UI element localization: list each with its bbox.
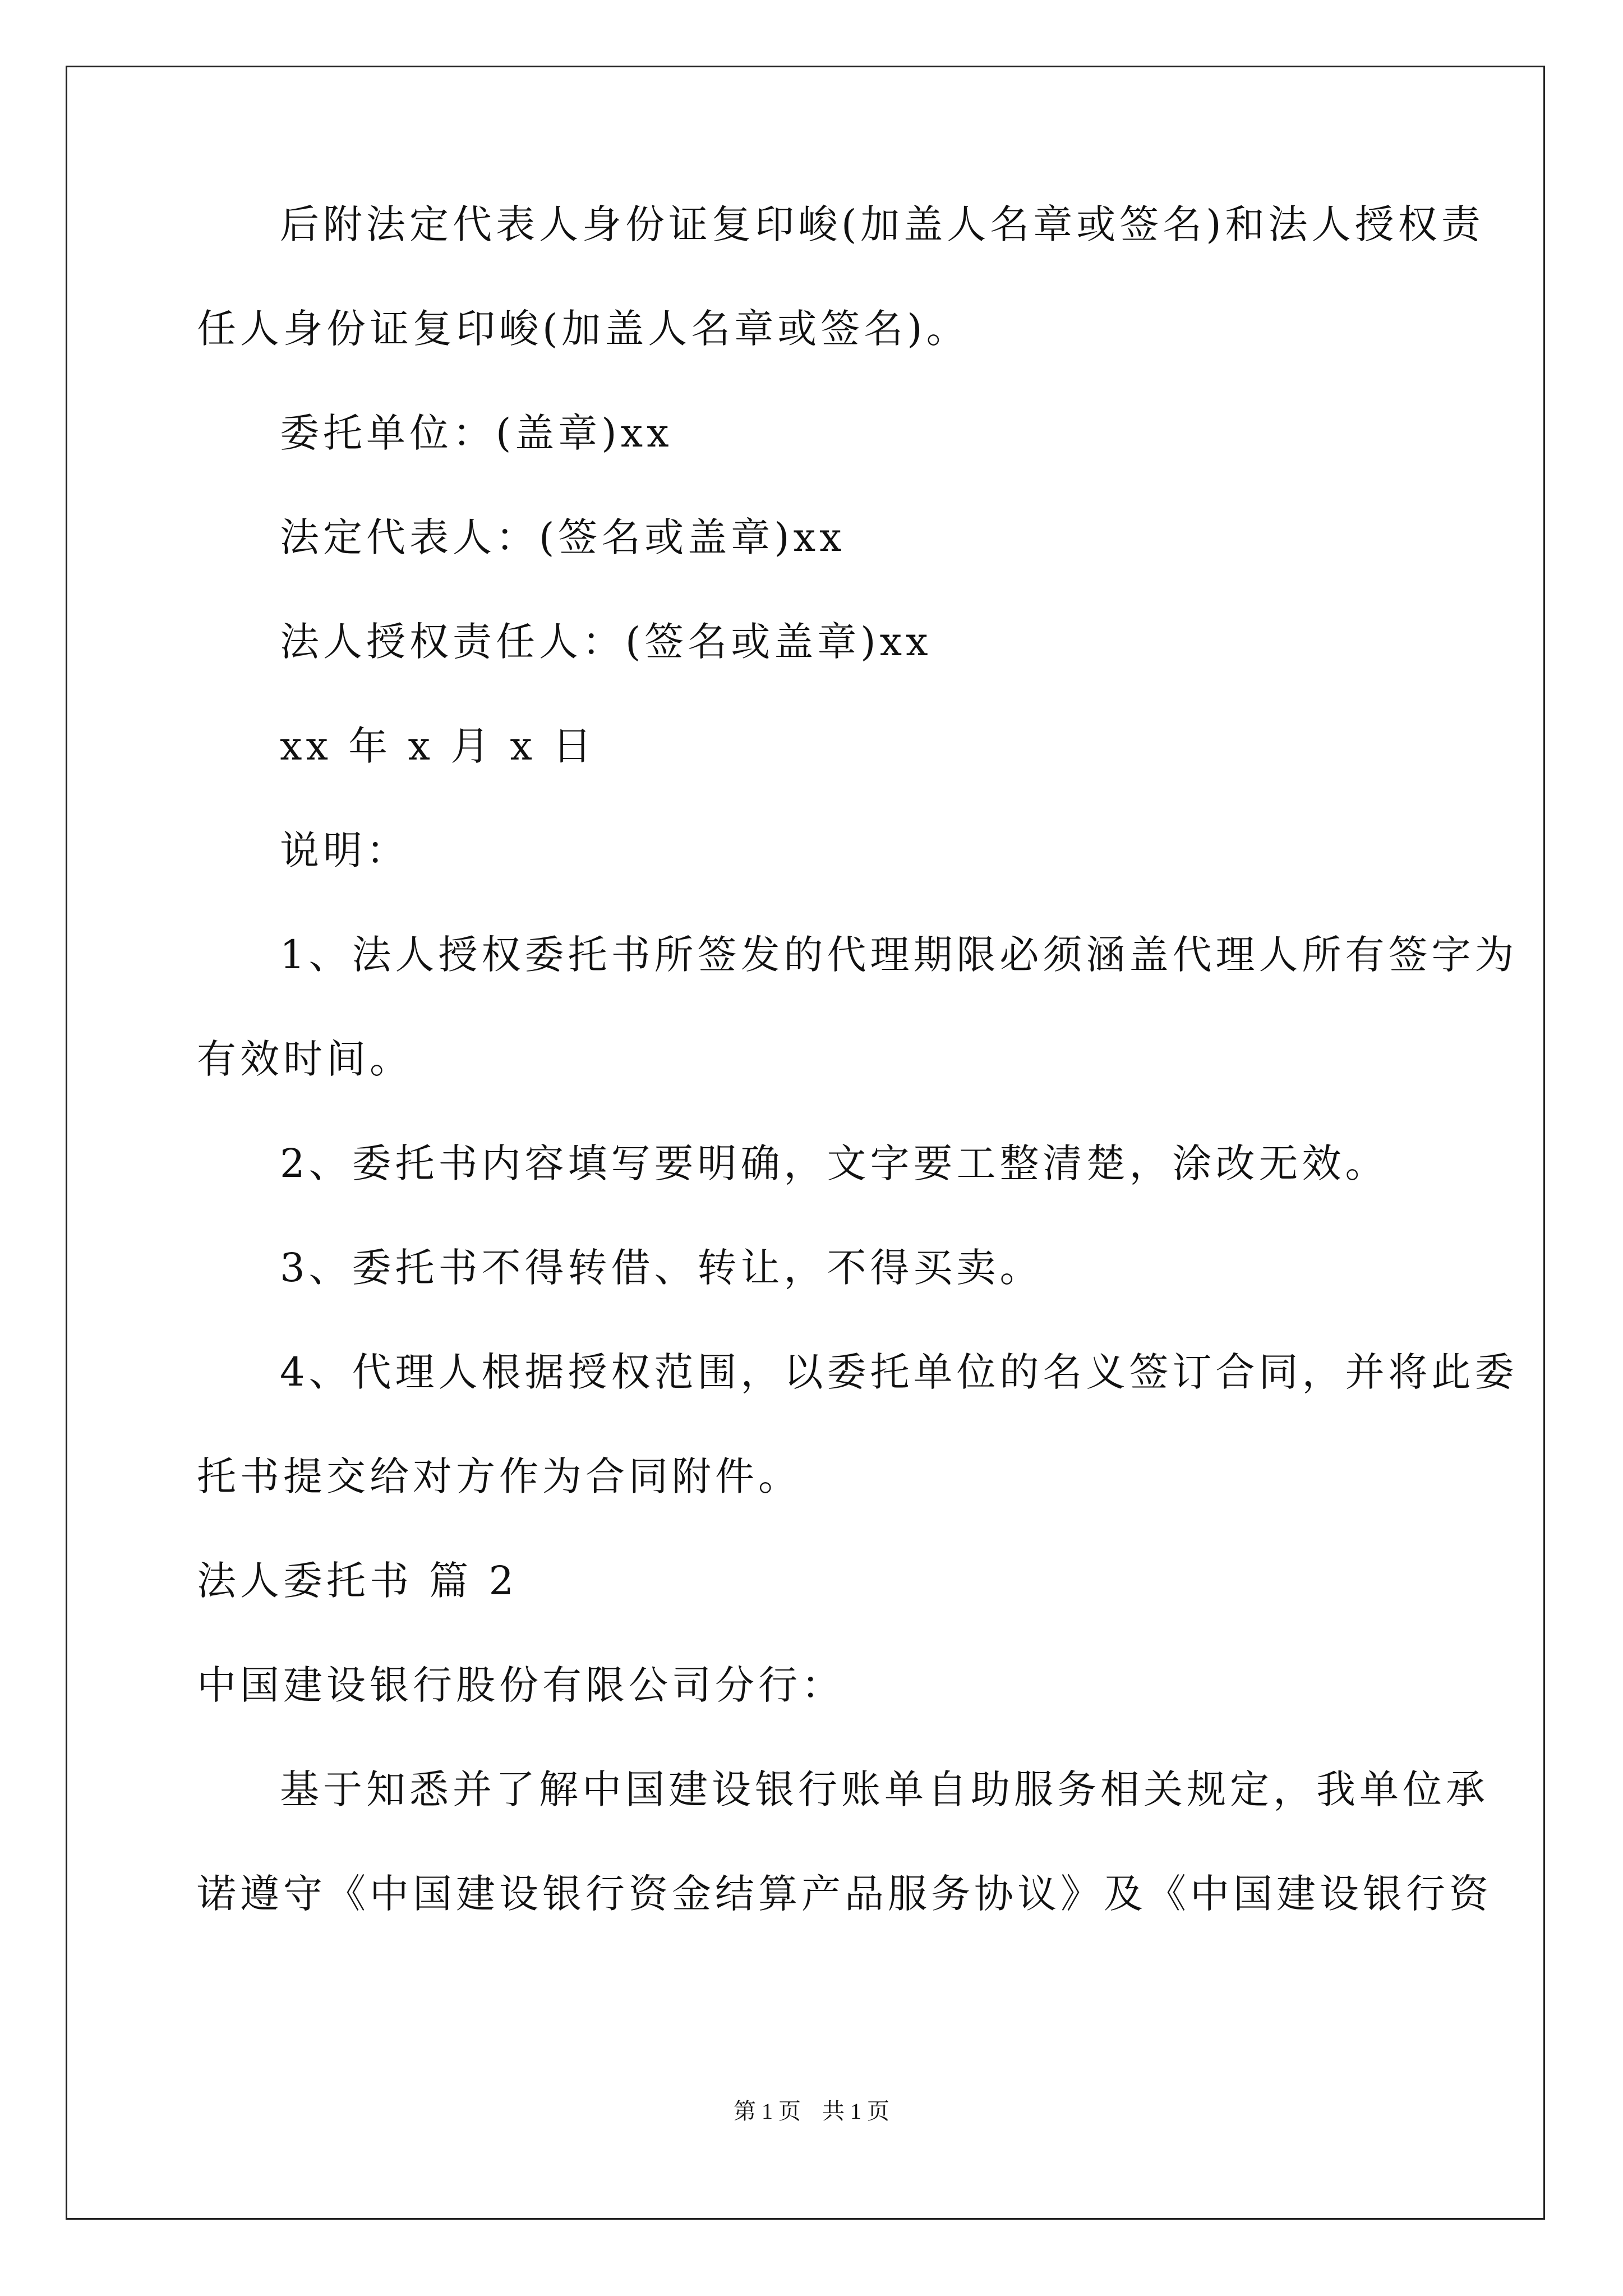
paragraph-line: 任人身份证复印峻(加盖人名章或签名)。 [197, 306, 970, 352]
legal-representative-line: 法定代表人：(签名或盖章)xx [280, 514, 846, 560]
paragraph-line: 诺遵守《中国建设银行资金结算产品服务协议》及《中国建设银行资 [197, 1871, 1492, 1917]
paragraph-line: 后附法定代表人身份证复印峻(加盖人名章或签名)和法人授权责 [280, 201, 1484, 247]
date-line: xx 年 x 月 x 日 [280, 723, 596, 769]
document-body [197, 201, 1518, 1976]
note-item: 1、法人授权委托书所签发的代理期限必须涵盖代理人所有签字为 [280, 932, 1518, 978]
notes-heading: 说明： [280, 827, 409, 873]
note-item: 3、委托书不得转借、转让，不得买卖。 [280, 1245, 1043, 1291]
salutation: 中国建设银行股份有限公司分行： [197, 1662, 845, 1708]
note-item-continuation: 托书提交给对方作为合同附件。 [197, 1453, 801, 1499]
page-total: 共 1 页 [822, 2099, 889, 2124]
note-item-continuation: 有效时间。 [197, 1036, 413, 1082]
paragraph-line: 基于知悉并了解中国建设银行账单自助服务相关规定，我单位承 [280, 1766, 1489, 1812]
page-footer [0, 2098, 1623, 2125]
note-item: 2、委托书内容填写要明确，文字要工整清楚，涂改无效。 [280, 1140, 1389, 1186]
page-number: 第 1 页 [734, 2099, 801, 2124]
note-item: 4、代理人根据授权范围，以委托单位的名义签订合同，并将此委 [280, 1349, 1518, 1395]
authorized-person-line: 法人授权责任人：(签名或盖章)xx [280, 619, 932, 665]
section-heading: 法人委托书 篇 2 [197, 1558, 518, 1604]
entrusting-unit-line: 委托单位：(盖章)xx [280, 410, 673, 456]
